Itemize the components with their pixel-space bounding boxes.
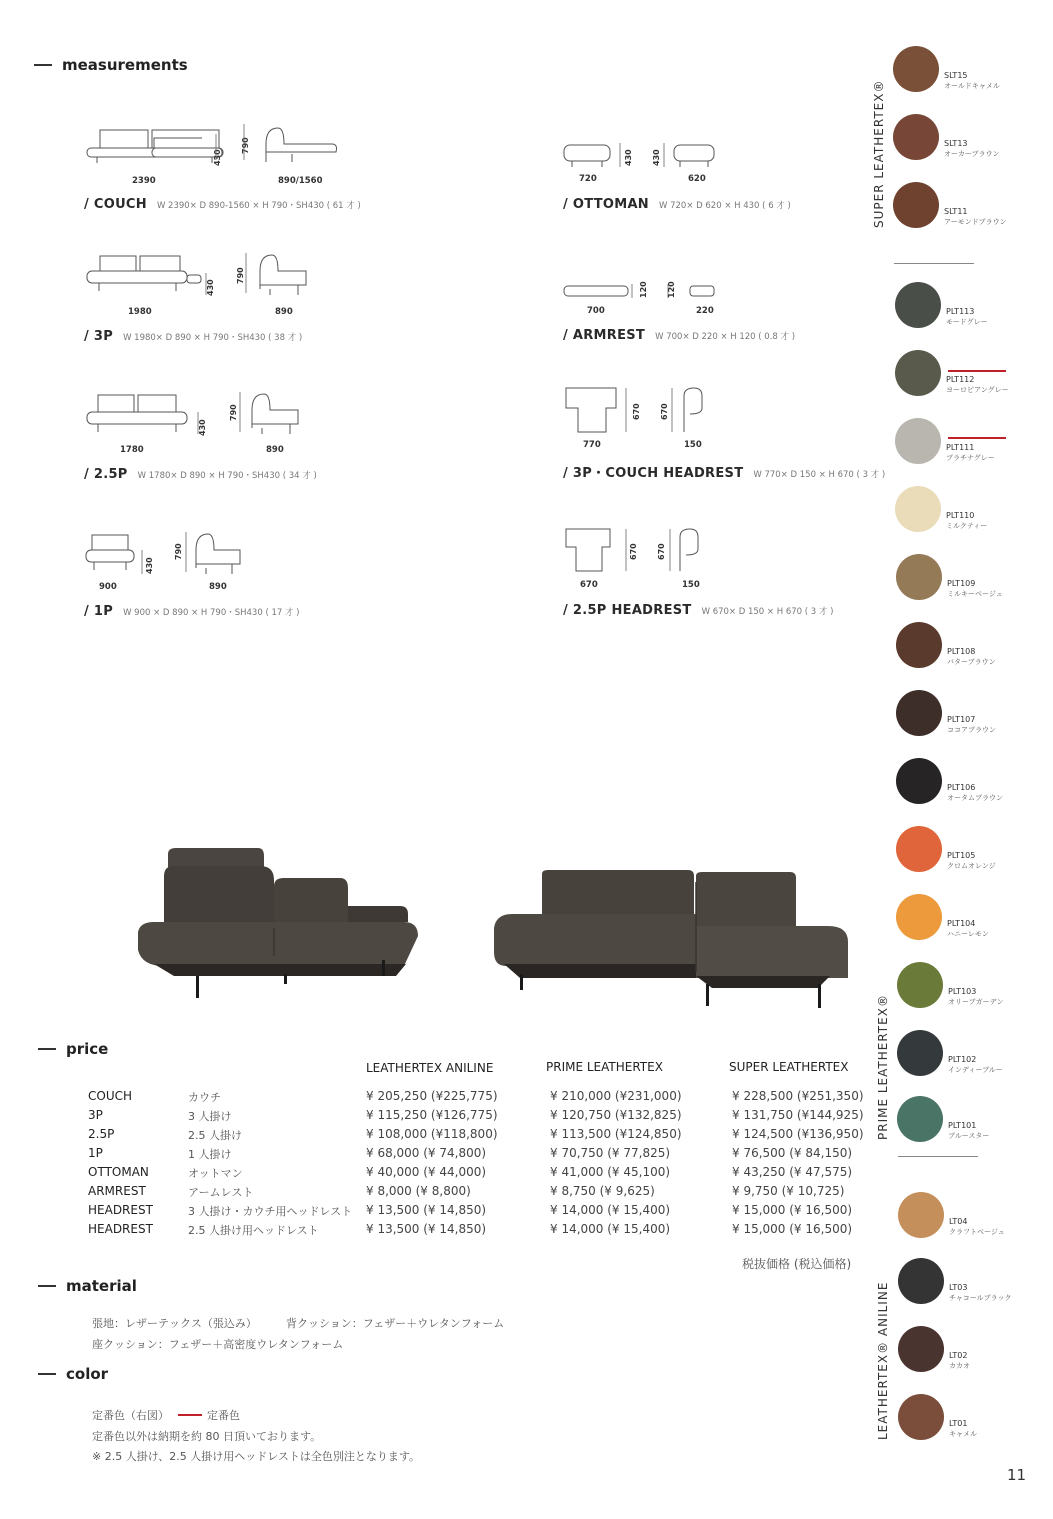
swatch-code: PLT103 [948, 987, 977, 996]
sofa-photo-3p [134, 846, 424, 998]
ottoman-label: / OTTOMAN W 720× D 620 × H 430 ( 6 才 ) [563, 197, 791, 212]
color-legend-text: 定番色（右図） [92, 1409, 169, 1422]
swatch-name: ミルクティー [946, 522, 988, 530]
price-header-aniline: LEATHERTEX ANILINE [366, 1061, 494, 1075]
swatch-name: オールドキャメル [944, 82, 1000, 90]
price-header-super: SUPER LEATHERTEX [729, 1060, 849, 1074]
swatch-name: オーカーブラウン [944, 150, 1000, 158]
color-swatch [893, 114, 939, 160]
color-swatch [896, 554, 942, 600]
swatch-group-prime: PRIME LEATHERTEX® [876, 994, 890, 1140]
couch-label: / COUCH W 2390× D 890-1560 × H 790・SH430 ( 61 才 ) [84, 197, 361, 212]
swatch-name: アーモンドブラウン [944, 218, 1007, 226]
2-5p-label: / 2.5P W 1780× D 890 × H 790・SH430 ( 34 才 ) [84, 467, 317, 482]
swatch-code: PLT111 [946, 443, 975, 452]
couch-headrest-drawing [562, 386, 722, 436]
color-swatch [896, 622, 942, 668]
swatch-name: キャメル [949, 1430, 977, 1438]
swatch-name: バターブラウン [947, 658, 996, 666]
standard-color-marker [178, 1414, 202, 1416]
swatch-name: クラフトベージュ [949, 1228, 1005, 1236]
swatch-code: LT01 [949, 1419, 968, 1428]
swatch-name: ココアブラウン [947, 726, 996, 734]
color-swatch [897, 1030, 943, 1076]
color-swatch [898, 1258, 944, 1304]
table-row: COUCH カウチ ¥ 205,250 (¥225,775) ¥ 210,000 (¥231,000) ¥ 228,500 (¥251,350) [88, 1089, 864, 1104]
price-tax-note: 税抜価格 (税込価格) [742, 1257, 852, 1271]
swatch-code: PLT104 [947, 919, 976, 928]
swatch-code: PLT105 [947, 851, 976, 860]
swatch-name: モードグレー [946, 318, 988, 326]
swatch-code: PLT106 [947, 783, 976, 792]
2-5p-headrest-label: / 2.5P HEADREST W 670× D 150 × H 670 ( 3 才 ) [563, 603, 834, 618]
table-row: HEADREST 2.5 人掛け用ヘッドレスト ¥ 13,500 (¥ 14,850) ¥ 14,000 (¥ 15,400) ¥ 15,000 (¥ 16,500) [88, 1222, 853, 1237]
swatch-code: PLT113 [946, 307, 975, 316]
3p-side-drawing [256, 253, 316, 303]
1p-side-drawing [192, 532, 252, 582]
swatch-name: カカオ [949, 1362, 970, 1370]
swatch-name: クロムオレンジ [947, 862, 996, 870]
material-upholstery: 張地：レザーテックス（張込み） [92, 1317, 257, 1330]
swatch-code: PLT107 [947, 715, 976, 724]
2-5p-headrest-drawing [562, 527, 722, 577]
swatch-group-super: SUPER LEATHERTEX® [872, 79, 886, 228]
color-delivery-note: 定番色以外は納期を約 80 日頂いております。 [92, 1430, 322, 1443]
color-swatch [895, 282, 941, 328]
couch-headrest-label: / 3P・COUCH HEADREST W 770× D 150 × H 670 ( 3 才 ) [563, 466, 886, 481]
swatch-group-aniline: LEATHERTEX® ANILINE [876, 1281, 890, 1440]
color-swatch [893, 182, 939, 228]
swatch-code: PLT112 [946, 375, 975, 384]
2-5p-side-drawing [248, 392, 308, 442]
couch-side-drawing [262, 124, 342, 174]
swatch-divider [894, 263, 974, 264]
swatch-name: プラチナグレー [946, 454, 995, 462]
price-heading: price [38, 1040, 108, 1058]
swatch-code: PLT102 [948, 1055, 977, 1064]
swatch-code: SLT13 [944, 139, 968, 148]
page-number: 11 [1007, 1466, 1027, 1484]
swatch-code: PLT109 [947, 579, 976, 588]
swatch-name: オータムブラウン [947, 794, 1003, 802]
material-heading: material [38, 1277, 137, 1295]
color-swatch [893, 46, 939, 92]
swatch-divider [898, 1156, 978, 1157]
swatch-code: LT02 [949, 1351, 968, 1360]
color-swatch [898, 1192, 944, 1238]
swatch-code: PLT108 [947, 647, 976, 656]
color-swatch [896, 690, 942, 736]
swatch-code: PLT101 [948, 1121, 977, 1130]
price-header-prime: PRIME LEATHERTEX [546, 1060, 663, 1074]
ottoman-drawing [562, 143, 732, 173]
standard-color-marker [948, 437, 1006, 439]
color-swatch [898, 1326, 944, 1372]
color-heading: color [38, 1365, 108, 1383]
color-swatch [895, 418, 941, 464]
armrest-label: / ARMREST W 700× D 220 × H 120 ( 0.8 才 ) [563, 328, 796, 343]
swatch-name: インディーブルー [948, 1066, 1003, 1074]
1p-front-drawing [84, 532, 144, 582]
color-swatch [897, 1096, 943, 1142]
table-row: HEADREST 3 人掛け・カウチ用ヘッドレスト ¥ 13,500 (¥ 14,850) ¥ 14,000 (¥ 15,400) ¥ 15,000 (¥ 16,500) [88, 1203, 853, 1218]
swatch-name: ブルースター [948, 1132, 990, 1140]
swatch-name: ミルキーベージュ [947, 590, 1003, 598]
color-swatch [895, 350, 941, 396]
swatch-name: ハニーレモン [947, 930, 989, 938]
measurements-heading: measurements [34, 56, 188, 74]
swatch-name: オリーブガーデン [948, 998, 1004, 1006]
material-back-cushion: 背クッション：フェザー＋ウレタンフォーム [286, 1317, 505, 1330]
swatch-code: LT03 [949, 1283, 968, 1292]
color-legend-label: 定番色 [207, 1409, 240, 1422]
table-row: OTTOMAN オットマン ¥ 40,000 (¥ 44,000) ¥ 41,000 (¥ 45,100) ¥ 43,250 (¥ 47,575) [88, 1165, 853, 1180]
color-swatch [896, 894, 942, 940]
swatch-name: チャコールブラック [949, 1294, 1012, 1302]
sofa-photo-couch [490, 868, 852, 1010]
color-swatch [896, 826, 942, 872]
3p-label: / 3P W 1980× D 890 × H 790・SH430 ( 38 才 ) [84, 329, 303, 344]
swatch-code: LT04 [949, 1217, 968, 1226]
color-special-order-note: ※ 2.5 人掛け、2.5 人掛け用ヘッドレストは全色別注となります。 [92, 1450, 421, 1463]
color-swatch [898, 1394, 944, 1440]
table-row: ARMREST アームレスト ¥ 8,000 (¥ 8,800) ¥ 8,750 (¥ 9,625) ¥ 9,750 (¥ 10,725) [88, 1184, 845, 1199]
table-row: 2.5P 2.5 人掛け ¥ 108,000 (¥118,800) ¥ 113,500 (¥124,850) ¥ 124,500 (¥136,950) [88, 1127, 864, 1142]
swatch-code: PLT110 [946, 511, 975, 520]
table-row: 1P 1 人掛け ¥ 68,000 (¥ 74,800) ¥ 70,750 (¥ 77,825) ¥ 76,500 (¥ 84,150) [88, 1146, 853, 1161]
color-swatch [896, 758, 942, 804]
standard-color-marker [948, 370, 1006, 372]
material-seat-cushion: 座クッション：フェザー＋高密度ウレタンフォーム [92, 1338, 344, 1351]
swatch-code: SLT11 [944, 207, 968, 216]
table-row: 3P 3 人掛け ¥ 115,250 (¥126,775) ¥ 120,750 (¥132,825) ¥ 131,750 (¥144,925) [88, 1108, 864, 1123]
swatch-code: SLT15 [944, 71, 968, 80]
1p-label: / 1P W 900 × D 890 × H 790・SH430 ( 17 才 ) [84, 604, 300, 619]
color-swatch [895, 486, 941, 532]
swatch-name: ヨーロピアングレー [946, 386, 1009, 394]
color-swatch [897, 962, 943, 1008]
